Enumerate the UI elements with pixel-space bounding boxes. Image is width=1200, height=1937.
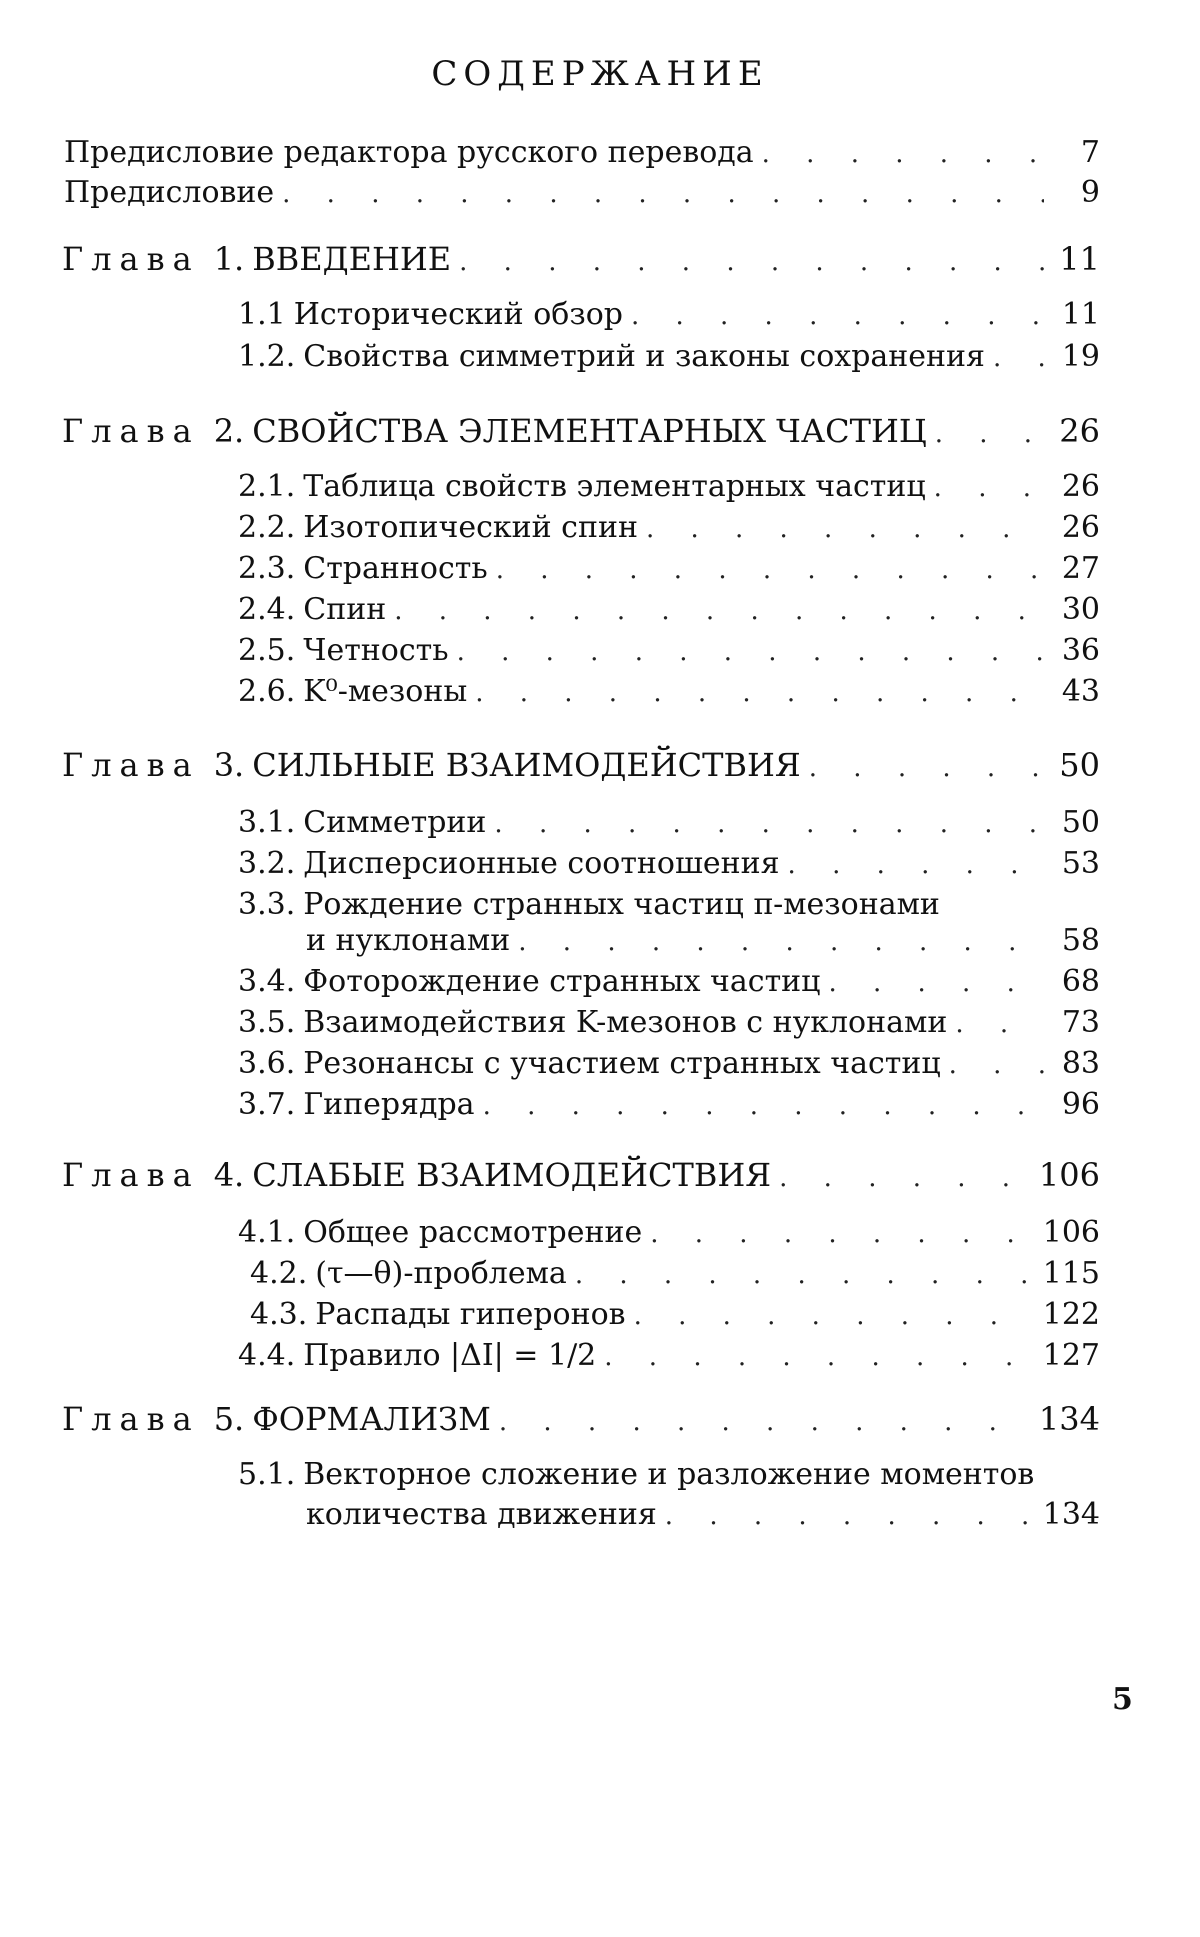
- toc-section-4-2: [250, 1255, 1100, 1294]
- section-title: Странность: [303, 551, 488, 586]
- section-page: 11: [1061, 297, 1100, 332]
- section-title: Общее рассмотрение: [303, 1215, 643, 1250]
- toc-chapter-4: [62, 1156, 1100, 1197]
- section-title: Четность: [303, 633, 449, 668]
- toc-section-5-1: [238, 1456, 1100, 1494]
- page-title: СОДЕРЖАНИЕ: [431, 54, 769, 94]
- toc-section-1-1: [238, 296, 1100, 335]
- section-page: 106: [1042, 1215, 1100, 1250]
- section-number: 2.3.: [238, 551, 296, 586]
- section-number: 4.4.: [238, 1338, 296, 1373]
- chapter-number: 2.: [213, 412, 245, 450]
- toc-section-2-1: [238, 468, 1100, 507]
- section-number: 4.2.: [250, 1256, 308, 1291]
- chapter-number: 5.: [213, 1400, 245, 1438]
- leader-dots: [604, 1338, 1034, 1376]
- section-page: 83: [1061, 1046, 1100, 1081]
- section-title: Распады гиперонов: [315, 1297, 626, 1332]
- leader-dots: [934, 469, 1044, 507]
- section-page: 30: [1061, 592, 1100, 627]
- chapter-page: 106: [1038, 1156, 1100, 1194]
- toc-entry-preface: [64, 174, 1100, 213]
- section-page: 73: [1061, 1005, 1100, 1040]
- toc-entry-preface-editor: [64, 134, 1100, 173]
- section-title: Изотопический спин: [303, 510, 638, 545]
- entry-text: Предисловие: [64, 175, 275, 210]
- toc-chapter-1: [62, 240, 1100, 281]
- section-number: 1.1: [238, 297, 286, 332]
- toc-section-4-3: [250, 1296, 1100, 1335]
- section-page: 53: [1061, 846, 1100, 881]
- chapter-label: Глава: [62, 1400, 200, 1438]
- chapter-number: 4.: [213, 1156, 245, 1194]
- section-number: 3.4.: [238, 964, 296, 999]
- leader-dots: [788, 846, 1044, 884]
- section-title: (τ—θ)-проблема: [315, 1256, 567, 1291]
- toc-section-5-1-cont: [306, 1496, 1100, 1535]
- chapter-page: 26: [1059, 412, 1100, 450]
- toc-section-2-6: [238, 673, 1100, 712]
- section-number: 2.5.: [238, 633, 296, 668]
- section-page: 36: [1061, 633, 1100, 668]
- section-number: 4.3.: [250, 1297, 308, 1332]
- leader-dots: [494, 805, 1044, 843]
- chapter-title: СИЛЬНЫЕ ВЗАИМОДЕЙСТВИЯ: [252, 746, 801, 784]
- leader-dots: [955, 1005, 1044, 1043]
- section-title: Резонансы с участием странных частиц: [303, 1046, 941, 1081]
- entry-page: 7: [1080, 135, 1100, 170]
- leader-dots: [631, 297, 1044, 335]
- leader-dots: [459, 243, 1044, 281]
- section-title-continued: количества движения: [306, 1497, 657, 1532]
- chapter-label: Глава: [62, 746, 200, 784]
- section-page: 19: [1061, 339, 1100, 374]
- leader-dots: [828, 964, 1044, 1002]
- leader-dots: [993, 339, 1044, 377]
- chapter-page: 11: [1059, 240, 1100, 278]
- leader-dots: [935, 415, 1044, 453]
- leader-dots: [483, 1087, 1044, 1125]
- entry-text: Предисловие редактора русского перевода: [64, 135, 754, 170]
- section-title: Правило |ΔI| = 1/2: [303, 1338, 597, 1373]
- section-title: Рождение странных частиц π-мезонами: [303, 887, 940, 922]
- section-number: 3.5.: [238, 1005, 296, 1040]
- section-title: Взаимодействия K-мезонов с нуклонами: [303, 1005, 948, 1040]
- section-number: 2.2.: [238, 510, 296, 545]
- chapter-title: СВОЙСТВА ЭЛЕМЕНТАРНЫХ ЧАСТИЦ: [252, 412, 927, 450]
- leader-dots: [496, 551, 1044, 589]
- section-page: 27: [1061, 551, 1100, 586]
- toc-section-3-6: [238, 1045, 1100, 1084]
- section-page: 68: [1061, 964, 1100, 999]
- toc-section-3-1: [238, 804, 1100, 843]
- section-number: 5.1.: [238, 1457, 296, 1492]
- toc-section-4-4: [238, 1337, 1100, 1376]
- toc-chapter-3: [62, 746, 1100, 787]
- chapter-number: 1.: [213, 240, 245, 278]
- chapter-page: 134: [1038, 1400, 1100, 1438]
- leader-dots: [475, 674, 1044, 712]
- chapter-number: 3.: [213, 746, 245, 784]
- section-title: Фоторождение странных частиц: [303, 964, 821, 999]
- section-number: 3.1.: [238, 805, 296, 840]
- section-number: 3.3.: [238, 887, 296, 922]
- section-number: 3.7.: [238, 1087, 296, 1122]
- section-title: Дисперсионные соотношения: [303, 846, 780, 881]
- section-page: 43: [1061, 674, 1100, 709]
- leader-dots: [665, 1497, 1035, 1535]
- section-page: 122: [1042, 1297, 1100, 1332]
- section-page: 134: [1042, 1497, 1100, 1532]
- section-page: 96: [1061, 1087, 1100, 1122]
- section-page: 58: [1061, 923, 1100, 958]
- toc-section-3-7: [238, 1086, 1100, 1125]
- toc-chapter-5: [62, 1400, 1100, 1441]
- section-number: 2.6.: [238, 674, 296, 709]
- section-page: 127: [1042, 1338, 1100, 1373]
- section-title-continued: и нуклонами: [306, 923, 511, 958]
- toc-section-2-2: [238, 509, 1100, 548]
- leader-dots: [809, 749, 1044, 787]
- toc-section-3-3-cont: [306, 922, 1100, 961]
- leader-dots: [394, 592, 1044, 630]
- toc-section-4-1: [238, 1214, 1100, 1253]
- leader-dots: [499, 1403, 1031, 1441]
- toc-section-3-5: [238, 1004, 1100, 1043]
- section-number: 1.2.: [238, 339, 296, 374]
- section-title: Симметрии: [303, 805, 487, 840]
- leader-dots: [457, 633, 1044, 671]
- section-page: 26: [1061, 469, 1100, 504]
- toc-section-3-4: [238, 963, 1100, 1002]
- leader-dots: [762, 135, 1044, 173]
- chapter-label: Глава: [62, 240, 200, 278]
- leader-dots: [779, 1159, 1031, 1197]
- section-page: 50: [1061, 805, 1100, 840]
- section-title: Исторический обзор: [293, 297, 623, 332]
- toc-chapter-2: [62, 412, 1100, 453]
- toc-section-1-2: [238, 338, 1100, 377]
- leader-dots: [575, 1256, 1035, 1294]
- section-page: 115: [1042, 1256, 1100, 1291]
- chapter-label: Глава: [62, 1156, 200, 1194]
- section-title: Таблица свойств элементарных частиц: [303, 469, 926, 504]
- section-title: K⁰-мезоны: [303, 674, 468, 709]
- leader-dots: [949, 1046, 1044, 1084]
- chapter-title: ВВЕДЕНИЕ: [252, 240, 452, 278]
- section-title: Спин: [303, 592, 387, 627]
- section-page: 26: [1061, 510, 1100, 545]
- chapter-title: СЛАБЫЕ ВЗАИМОДЕЙСТВИЯ: [252, 1156, 772, 1194]
- leader-dots: [634, 1297, 1035, 1335]
- toc-section-2-4: [238, 591, 1100, 630]
- leader-dots: [650, 1215, 1035, 1253]
- leader-dots: [282, 175, 1044, 213]
- section-number: 3.6.: [238, 1046, 296, 1081]
- chapter-label: Глава: [62, 412, 200, 450]
- section-number: 2.1.: [238, 469, 296, 504]
- section-number: 3.2.: [238, 846, 296, 881]
- leader-dots: [518, 923, 1044, 961]
- section-number: 4.1.: [238, 1215, 296, 1250]
- chapter-page: 50: [1059, 746, 1100, 784]
- toc-section-2-3: [238, 550, 1100, 589]
- section-title: Свойства симметрий и законы сохранения: [303, 339, 985, 374]
- section-number: 2.4.: [238, 592, 296, 627]
- toc-section-3-2: [238, 845, 1100, 884]
- toc-section-2-5: [238, 632, 1100, 671]
- entry-page: 9: [1080, 175, 1100, 210]
- page-number: 5: [1112, 1682, 1133, 1717]
- toc-section-3-3: [238, 886, 1100, 924]
- chapter-title: ФОРМАЛИЗМ: [252, 1400, 491, 1438]
- section-title: Гиперядра: [303, 1087, 475, 1122]
- section-title: Векторное сложение и разложение моментов: [303, 1457, 1035, 1492]
- leader-dots: [646, 510, 1044, 548]
